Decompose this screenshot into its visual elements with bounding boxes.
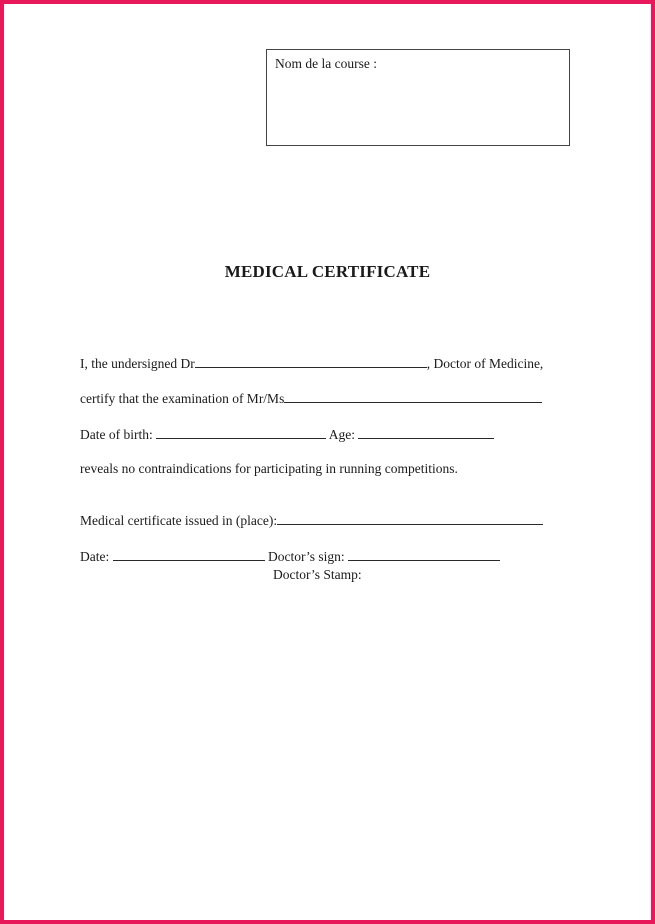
birth-date-label: Date of birth: — [80, 427, 157, 442]
date-sign-line — [80, 549, 500, 565]
race-name-label: Nom de la course : — [275, 56, 377, 71]
doctor-line-prefix: I, the undersigned Dr — [80, 356, 195, 371]
document-title: MEDICAL CERTIFICATE — [224, 262, 431, 281]
doctor-name-field[interactable] — [195, 356, 427, 368]
doctor-line — [80, 356, 543, 372]
doctor-stamp-label: Doctor’s Stamp: — [273, 567, 362, 582]
age-field[interactable] — [358, 427, 494, 439]
examination-line — [80, 391, 542, 407]
place-line — [80, 513, 543, 529]
patient-name-field[interactable] — [284, 391, 542, 403]
doctor-sign-field[interactable] — [348, 549, 500, 561]
birth-age-line — [80, 427, 494, 443]
age-label: Age: — [326, 427, 359, 442]
doctor-line-suffix: , Doctor of Medicine, — [426, 356, 544, 371]
place-label: Medical certificate issued in (place): — [80, 513, 278, 528]
place-field[interactable] — [277, 513, 543, 525]
contraindications-line: reveals no contraindications for participating in running competitions. — [80, 461, 458, 476]
date-field[interactable] — [113, 549, 265, 561]
date-label: Date: — [80, 549, 113, 564]
doctor-sign-label: Doctor’s sign: — [264, 549, 348, 564]
race-name-box[interactable] — [266, 49, 570, 146]
birth-date-field[interactable] — [156, 427, 326, 439]
examination-line-prefix: certify that the examination of Mr/Ms — [80, 391, 285, 406]
